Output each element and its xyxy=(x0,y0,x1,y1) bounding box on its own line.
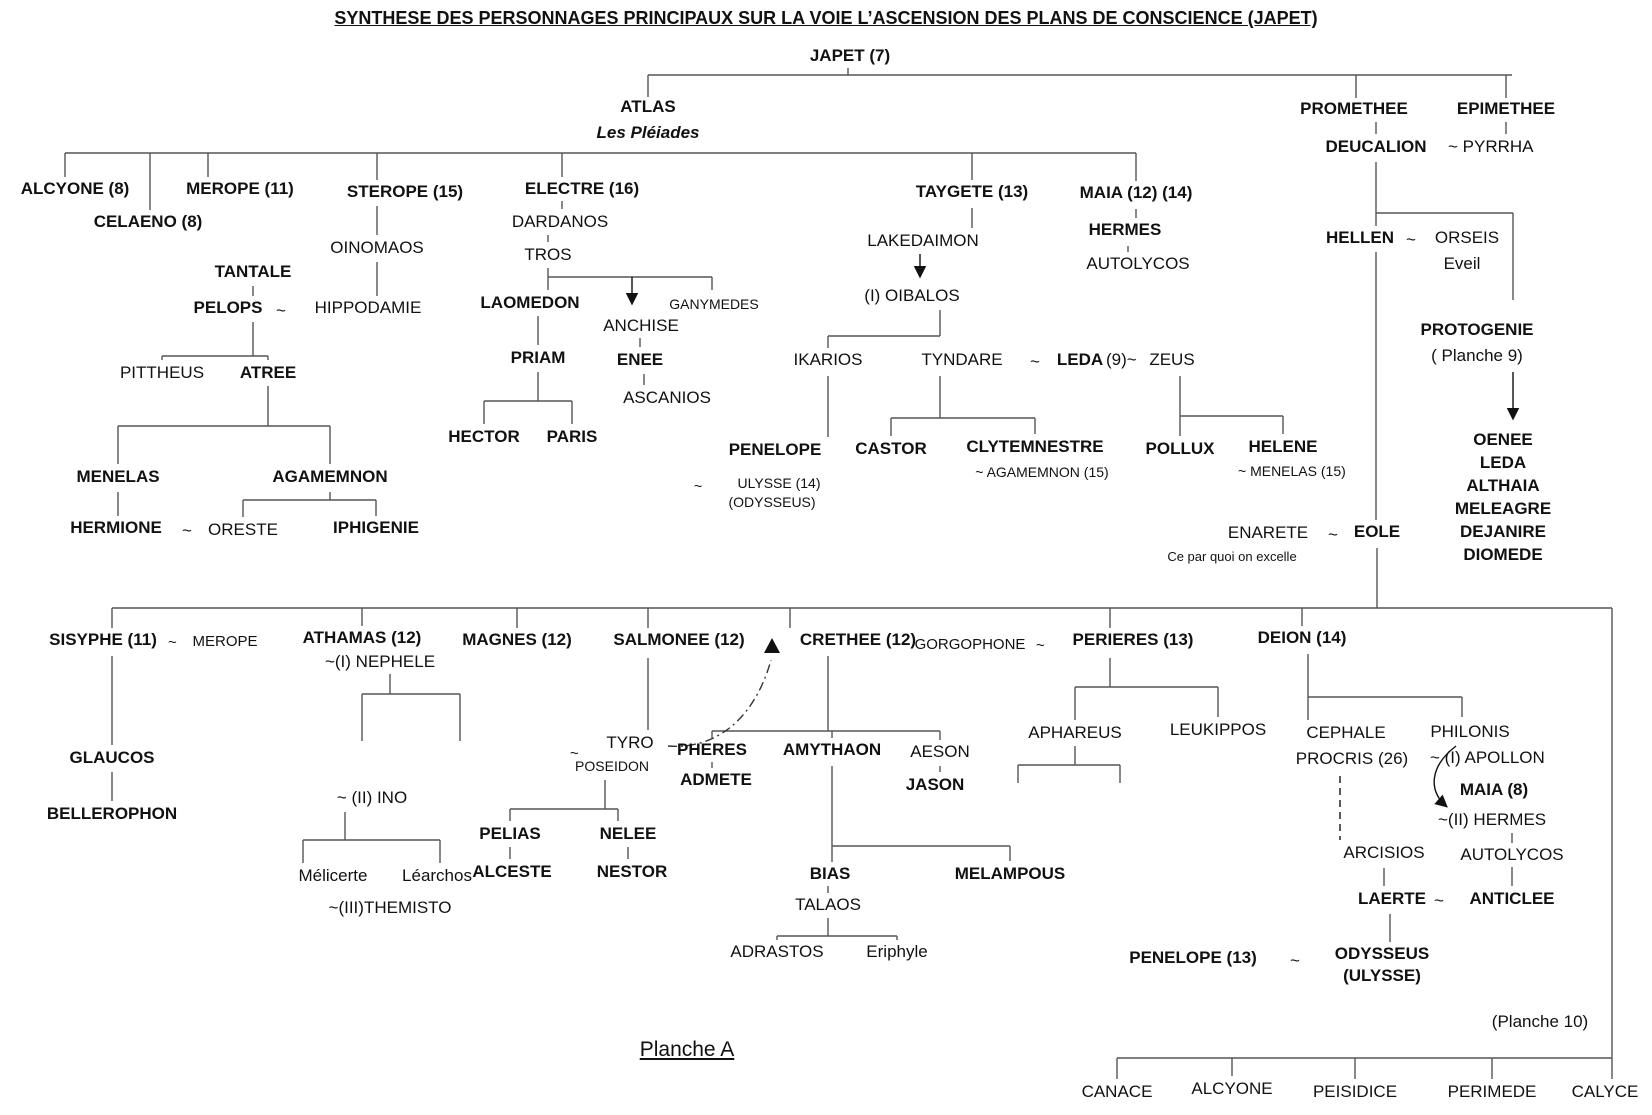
tilde-separator: ~ xyxy=(570,745,579,762)
person-amythaon: AMYTHAON xyxy=(782,740,882,759)
person-hector: HECTOR xyxy=(448,427,520,446)
person-penelope-13: PENELOPE (13) xyxy=(1129,948,1257,967)
person-calyce: CALYCE xyxy=(1571,1082,1639,1101)
person-eole: EOLE xyxy=(1353,522,1401,541)
person-promethee: PROMETHEE xyxy=(1300,99,1408,118)
person-learchos: Léarchos xyxy=(402,866,472,885)
person-adrastos: ADRASTOS xyxy=(730,942,824,961)
person-electre-16: ELECTRE (16) xyxy=(524,179,640,198)
person-themisto: ~(III)THEMISTO xyxy=(328,898,452,917)
person-nelee: NELEE xyxy=(599,824,657,843)
person-arcisios: ARCISIOS xyxy=(1343,843,1425,862)
person-leda: LEDA xyxy=(1479,453,1527,472)
person-bellerophon: BELLEROPHON xyxy=(46,804,178,823)
person-anticlee: ANTICLEE xyxy=(1469,889,1555,908)
person-poseidon: POSEIDON xyxy=(575,758,649,774)
person-autolycos: AUTOLYCOS xyxy=(1086,254,1190,273)
person-jason: JASON xyxy=(905,775,965,794)
person-dejanire: DEJANIRE xyxy=(1460,522,1546,541)
person-aphareus: APHAREUS xyxy=(1028,723,1122,742)
person-philonis: PHILONIS xyxy=(1430,722,1510,741)
tilde-separator: ~ xyxy=(1290,951,1300,970)
person-glaucos: GLAUCOS xyxy=(69,748,155,767)
person-perimede: PERIMEDE xyxy=(1447,1082,1537,1101)
person-athamas-12: ATHAMAS (12) xyxy=(302,628,422,647)
person-agamemnon-15: ~ AGAMEMNON (15) xyxy=(975,464,1109,480)
person-oinomaos: OINOMAOS xyxy=(330,238,424,257)
person-menelas-15: ~ MENELAS (15) xyxy=(1238,463,1346,479)
person-melampous: MELAMPOUS xyxy=(954,864,1066,883)
person-pheres: PHERES xyxy=(677,740,747,759)
person-castor: CASTOR xyxy=(855,439,927,458)
person-talaos: TALAOS xyxy=(795,895,861,914)
person-epimethee: EPIMETHEE xyxy=(1456,99,1556,118)
person-priam: PRIAM xyxy=(510,348,566,367)
label-planche-a: Planche A xyxy=(639,1038,735,1061)
person-ikarios: IKARIOS xyxy=(793,350,863,369)
tilde-separator: ~ xyxy=(1328,525,1338,544)
person-oenee: OENEE xyxy=(1473,430,1533,449)
person-salmonee-12: SALMONEE (12) xyxy=(613,630,745,649)
label-leda-number: (9)~ xyxy=(1106,350,1137,369)
person-bias: BIAS xyxy=(809,864,851,883)
person-japet: JAPET (7) xyxy=(809,46,891,65)
person-ganymedes: GANYMEDES xyxy=(669,296,759,312)
tilde-separator: ~ xyxy=(1434,891,1444,910)
person-autolycos-2: AUTOLYCOS xyxy=(1460,845,1564,864)
person-enee: ENEE xyxy=(616,350,664,369)
tilde-separator: ~ xyxy=(168,634,177,651)
person-diomede: DIOMEDE xyxy=(1463,545,1543,564)
person-menelas: MENELAS xyxy=(76,467,160,486)
person-orseis: ORSEIS xyxy=(1434,228,1500,247)
person-pelops: PELOPS xyxy=(193,298,263,317)
person-pelias: PELIAS xyxy=(479,824,541,843)
label-ulysse-alias: (ULYSSE) xyxy=(1343,966,1421,985)
person-iphigenie: IPHIGENIE xyxy=(333,518,419,537)
person-sterope-15: STEROPE (15) xyxy=(346,182,464,201)
person-oibalos: (I) OIBALOS xyxy=(864,286,960,305)
tilde-separator: ~ xyxy=(276,301,286,320)
person-merope-11: MEROPE (11) xyxy=(186,179,294,198)
person-dardanos: DARDANOS xyxy=(511,212,609,231)
person-lakedaimon: LAKEDAIMON xyxy=(867,231,979,250)
tilde-separator: ~ xyxy=(182,521,192,540)
person-nephele: ~(I) NEPHELE xyxy=(324,652,436,671)
person-tantale: TANTALE xyxy=(214,262,292,281)
person-peisidice: PEISIDICE xyxy=(1312,1082,1398,1101)
person-alceste: ALCESTE xyxy=(472,862,552,881)
person-odysseus: ODYSSEUS xyxy=(1334,944,1430,963)
person-perieres-13: PERIERES (13) xyxy=(1072,630,1194,649)
person-zeus: ZEUS xyxy=(1149,350,1195,369)
person-deion-14: DEION (14) xyxy=(1257,628,1347,647)
person-hellen: HELLEN xyxy=(1326,228,1394,247)
person-ino: ~ (II) INO xyxy=(336,788,408,807)
person-hermes-ii: ~(II) HERMES xyxy=(1438,810,1547,829)
person-maia-12-14: MAIA (12) (14) xyxy=(1079,183,1193,202)
person-enarete: ENARETE xyxy=(1227,523,1309,542)
person-maia-8: MAIA (8) xyxy=(1459,780,1529,799)
person-ascanios: ASCANIOS xyxy=(623,388,711,407)
person-tros: TROS xyxy=(524,245,572,264)
person-canace: CANACE xyxy=(1081,1082,1153,1101)
person-magnes-12: MAGNES (12) xyxy=(462,630,572,649)
person-sisyphe-11: SISYPHE (11) xyxy=(49,630,157,649)
person-penelope: PENELOPE xyxy=(728,440,822,459)
person-hermes: HERMES xyxy=(1088,220,1162,239)
note-planche-10: (Planche 10) xyxy=(1491,1012,1589,1031)
person-pittheus: PITTHEUS xyxy=(119,363,205,382)
person-alcyone-8: ALCYONE (8) xyxy=(20,179,130,198)
person-atree: ATREE xyxy=(239,363,297,382)
note-enarete: Ce par quoi on excelle xyxy=(1167,549,1297,564)
person-procris-26: PROCRIS (26) xyxy=(1295,749,1409,768)
person-leda-9: LEDA xyxy=(1056,350,1104,369)
note-planche-9: ( Planche 9) xyxy=(1431,346,1523,365)
person-protogenie: PROTOGENIE xyxy=(1420,320,1534,339)
person-alcyone: ALCYONE xyxy=(1191,1079,1273,1098)
person-tyro: TYRO xyxy=(606,733,654,752)
person-leukippos: LEUKIPPOS xyxy=(1169,720,1267,739)
person-gorgophone: GORGOPHONE xyxy=(914,636,1026,653)
tilde-separator: ~ xyxy=(1030,352,1040,371)
person-hermione: HERMIONE xyxy=(70,518,162,537)
tilde-separator: ~ xyxy=(1406,230,1416,249)
person-melicerte: Mélicerte xyxy=(298,866,368,885)
person-pollux: POLLUX xyxy=(1145,439,1215,458)
person-oreste: ORESTE xyxy=(208,520,278,539)
person-laomedon: LAOMEDON xyxy=(480,293,580,312)
person-meleagre: MELEAGRE xyxy=(1454,499,1552,518)
person-ulysse-14: ULYSSE (14) xyxy=(737,475,821,491)
person-atlas: ATLAS xyxy=(620,97,676,116)
person-deucalion: DEUCALION xyxy=(1325,137,1427,156)
crethee-up-arrow-icon xyxy=(764,638,780,653)
person-aeson: AESON xyxy=(910,742,970,761)
person-anchise: ANCHISE xyxy=(603,316,679,335)
diagram-title: SYNTHESE DES PERSONNAGES PRINCIPAUX SUR LA VOIE L’ASCENSION DES PLANS DE CONSCIENCE (JAPET) xyxy=(334,8,1318,28)
person-agamemnon: AGAMEMNON xyxy=(272,467,388,486)
person-helene: HELENE xyxy=(1248,437,1318,456)
person-eriphyle: Eriphyle xyxy=(866,942,928,961)
label-odysseus-alias: (ODYSSEUS) xyxy=(728,494,816,510)
note-eveil: Eveil xyxy=(1443,254,1481,273)
person-hippodamie: HIPPODAMIE xyxy=(314,298,422,317)
tilde-separator: ~ xyxy=(1036,637,1045,654)
person-cephale: CEPHALE xyxy=(1306,723,1386,742)
person-nestor: NESTOR xyxy=(596,862,668,881)
person-laerte: LAERTE xyxy=(1358,889,1426,908)
tilde-separator: ~ xyxy=(694,478,703,494)
person-paris: PARIS xyxy=(546,427,598,446)
person-merope: MEROPE xyxy=(192,633,258,650)
person-apollon: ~ (I) APOLLON xyxy=(1430,748,1545,767)
person-taygete-13: TAYGETE (13) xyxy=(915,182,1029,201)
label-les-pleiades: Les Pléiades xyxy=(596,123,700,142)
person-celaeno-8: CELAENO (8) xyxy=(93,212,203,231)
person-althaia: ALTHAIA xyxy=(1466,476,1540,495)
person-crethee-12: CRETHEE (12) xyxy=(799,630,917,649)
person-clytemnestre: CLYTEMNESTRE xyxy=(966,437,1104,456)
person-admete: ADMETE xyxy=(680,770,752,789)
person-tyndare: TYNDARE xyxy=(921,350,1003,369)
person-pyrrha: ~ PYRRHA xyxy=(1448,137,1534,156)
